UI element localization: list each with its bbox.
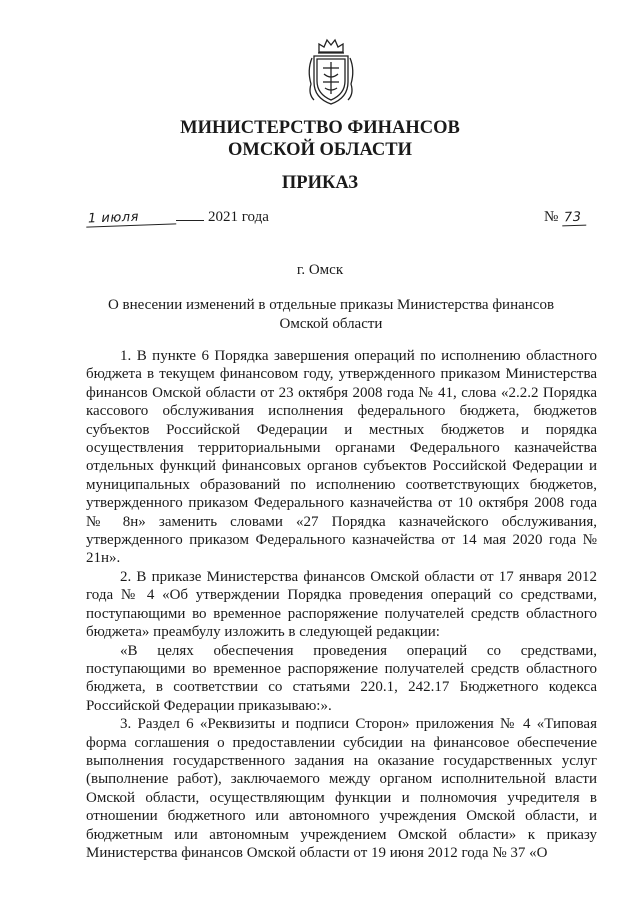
paragraph-1: 1. В пункте 6 Порядка завершения операций по исполнению областного бюджета в текущем финансовом году, утвержденного приказом Министерства финансов Омской области от 23 октября 2008 года № 41, слова «2.2.2 Порядка кассового обслуживания исполнения федерального бюджета, бюджетов субъектов Российской Федерации и местных бюджетов и порядка осуществления территориальными органами Федерального казначейства отдельных функций финансовых органов субъектов Российской Федерации и муниципальных образований по исполнению соответствующих бюджетов, утвержденного приказом Федерального казначейства от 10 октября 2008 года № 8н» заменить словами «27 Порядка казначейского обслуживания, утвержденного приказом Федерального казначейства от 14 мая 2020 года № 21н». [86, 348, 597, 567]
city: г. Омск [296, 262, 344, 278]
ministry-line-2: ОМСКОЙ ОБЛАСТИ [227, 140, 413, 160]
handwritten-number: 73 [562, 210, 587, 227]
number-sign: № [544, 209, 559, 225]
order-number [544, 209, 586, 226]
order-body [86, 347, 597, 862]
order-title: ПРИКАЗ [281, 173, 359, 193]
date-underline [176, 220, 204, 221]
paragraph-2-quote: «В целях обеспечения проведения операций со средствами, поступающими во временное распоряжение получателей средств областного бюджета, в соответствии со статьями 220.1, 242.17 Бюджетного кодекса Российской Федерации приказываю:». [86, 642, 597, 714]
order-subject: О внесении изменений в отдельные приказы Министерства финансов Омской области [107, 297, 555, 332]
omsk-coat-of-arms-icon [306, 36, 356, 108]
ministry-name [0, 117, 640, 161]
order-year: 2021 года [208, 209, 269, 225]
paragraph-3: 3. Раздел 6 «Реквизиты и подписи Сторон» приложения № 4 «Типовая форма соглашения о предоставлении субсидии на финансовое обеспечение выполнения государственного задания на оказание государственных услуг (выполнение работ), заключаемого между органом исполнительной власти Омской области, осуществляющим функции и полномочия учредителя в отношении бюджетного или автономного учреждения Омской области, и бюджетным или автономным учреждением Омской области» к приказу Министерства финансов Омской области от 19 июня 2012 года № 37 «О [86, 716, 597, 861]
handwritten-date: 1 июля [86, 208, 177, 227]
ministry-line-1: МИНИСТЕРСТВО ФИНАНСОВ [180, 118, 460, 138]
order-date [86, 209, 269, 226]
paragraph-2: 2. В приказе Министерства финансов Омской области от 17 января 2012 года № 4 «Об утверждении Порядка проведения операций со средствами, поступающими во временное распоряжение получателей средств областного бюджета» преамбулу изложить в следующей редакции: [86, 568, 597, 641]
